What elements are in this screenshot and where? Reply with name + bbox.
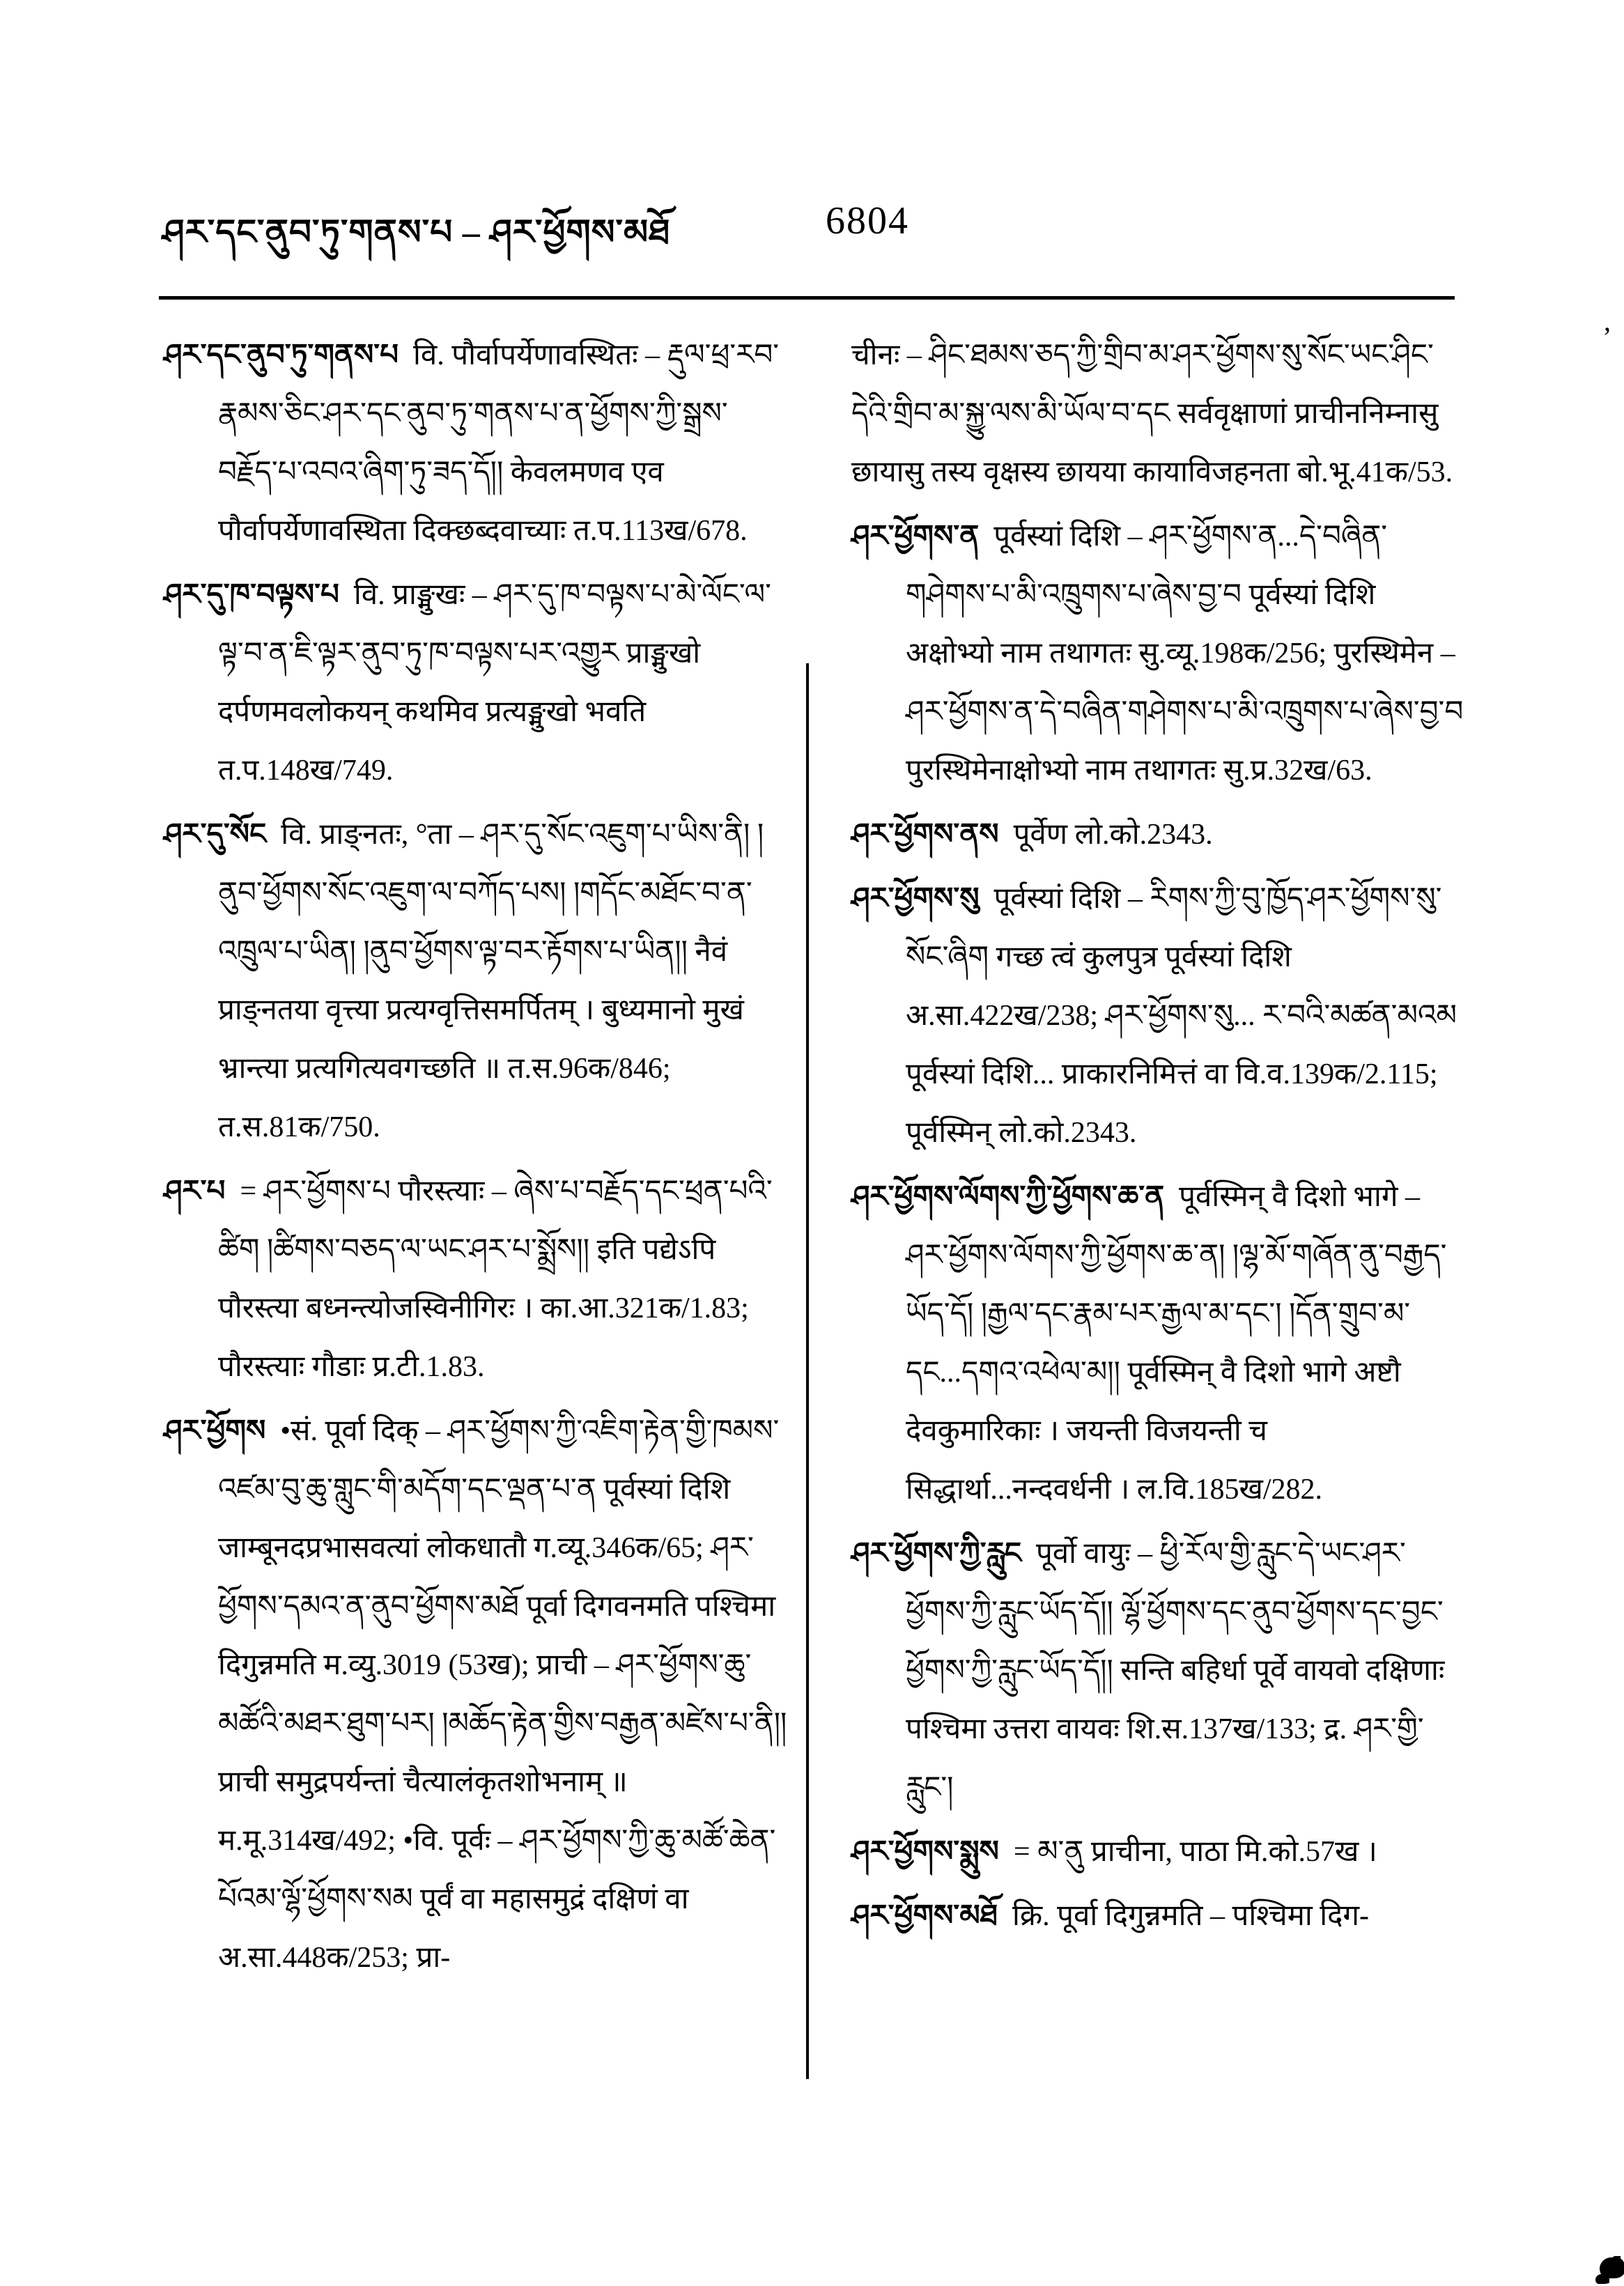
page-number: 6804 bbox=[826, 199, 909, 242]
dictionary-entry bbox=[851, 1823, 1468, 1881]
entry-headword: ཤར་ཕྱོགས་ན bbox=[851, 520, 980, 553]
entry-body: वि. प्राङ्मुखः – ཤར་དུ་ཁ་བལྟས་པ་མེ་ལོང་ལ་ལྟ་བ་ན་ཇི་ལྟར་ནུབ་ཏུ་ཁ་བལྟས་པར་འགྱུར प्राङ्मुखो दर्पणमवलोकयन् कथमिव प्रत्यङ्मुखो भवति त.प.148ख/749. bbox=[218, 579, 771, 787]
entry-body: = མ་ནུ प्राचीना, पाठा मि.को.57ख । bbox=[1013, 1836, 1377, 1868]
entry-body: पूर्वस्मिन् वै दिशो भागे – ཤར་ཕྱོགས་ལོགས་ཀྱི་ཕྱོགས་ཆ་ན། །ལྷ་མོ་གཞོན་ནུ་བརྒྱད་ཡོད་དོ། །རྒྱལ་དང་རྣམ་པར་རྒྱལ་མ་དང་། །དོན་གྲུབ་མ་དང...དགའ་འཕེལ་མ།། पूर्वस्मिन् वै दिशो भागे अष्टौ देवकुमारिकाः । जयन्ती विजयन्ती च सिद्धार्था...नन्दवर्धनी । ल.वि.185ख/282. bbox=[906, 1181, 1447, 1506]
entry-headword: ཤར་དུ་ཁ་བལྟས་པ bbox=[164, 579, 339, 611]
dictionary-entry bbox=[164, 1402, 787, 1987]
entry-body: वि. प्राङ्नतः, °ता – ཤར་དུ་སོང་འཇུག་པ་ཡིས་ནི། །ནུབ་ཕྱོགས་སོང་འཇུག་ལ་བཀོད་པས། །གདོང་མཐོང་བ་ན་འཁྲུལ་པ་ཡིན། །ནུབ་ཕྱོགས་ལྟ་བར་རྟོགས་པ་ཡིན།། नैवं प्राङ्नतया वृत्त्या प्रत्यग्वृत्तिसमर्पितम् । बुध्यमानो मुखं भ्रान्त्या प्रत्यगित्यवगच्छति ॥ त.स.96क/846; त.स.81क/750. bbox=[218, 819, 764, 1143]
stray-mark: ’ bbox=[1602, 321, 1612, 353]
entry-body: वि. पौर्वापर्येणावस्थितः – རྡུལ་ཕྲ་རབ་རྣམས་ཅིང་ཤར་དང་ནུབ་ཏུ་གནས་པ་ན་ཕྱོགས་ཀྱི་སྒྲས་བརྗོད་པ་འབའ་ཞིག་ཏུ་ཟད་དོ།། केवलमणव एव पौर्वापर्येणावस्थिता दिक्छब्दवाच्याः त.प.113ख/678. bbox=[218, 339, 780, 547]
running-head: ཤར་དང་ནུབ་ཏུ་གནས་པ – ཤར་ཕྱོགས་མཐོ bbox=[162, 213, 671, 252]
dictionary-entry bbox=[164, 566, 787, 800]
entry-headword: ཤར་ཕྱོགས་སྨུས bbox=[851, 1836, 999, 1868]
dictionary-entry bbox=[851, 870, 1468, 1162]
entry-headword: ཤར་ཕྱོགས་ལོགས་ཀྱི་ཕྱོགས་ཆ་ན bbox=[851, 1181, 1165, 1213]
entry-body: = ཤར་ཕྱོགས་པ पौरस्त्याः – ཞེས་པ་བརྗོད་དང་ཕྲན་པའི་ཚིག །ཚིགས་བཅད་ལ་ཡང་ཤར་པ་སྨྲོས།། इति पद्येऽपि पौरस्त्या बध्नन्त्योजस्विनीगिरः । का.आ.321क/1.83; पौरस्त्याः गौडाः प्र.टी.1.83. bbox=[218, 1175, 773, 1383]
left-column bbox=[164, 326, 787, 1993]
dictionary-entry bbox=[851, 507, 1468, 800]
entry-body: क्रि. पूर्वा दिगुन्नमति – पश्चिमा दिग- bbox=[1012, 1900, 1370, 1932]
entry-body: पूर्वेण लो.को.2343. bbox=[1013, 819, 1213, 851]
entry-body: पूर्वो वायुः – ཕྱི་རོལ་གྱི་རླུང་དེ་ཡང་ཤར་ཕྱོགས་ཀྱི་རླུང་ཡོད་དོ།། ལྷོ་ཕྱོགས་དང་ནུབ་ཕྱོགས་དང་བྱང་ཕྱོགས་ཀྱི་རླུང་ཡོད་དོ།། सन्ति बहिर्धा पूर्वे वायवो दक्षिणाः पश्चिमा उत्तरा वायवः शि.स.137ख/133; द्र. ཤར་གྱི་རླུང་། bbox=[906, 1538, 1445, 1804]
entry-headword: ཤར་ཕྱོགས་སུ bbox=[851, 883, 980, 915]
entry-headword: ཤར་དང་ནུབ་ཏུ་གནས་པ bbox=[164, 339, 399, 371]
entry-headword: ཤར་ཕྱོགས bbox=[164, 1415, 266, 1447]
dictionary-entry bbox=[164, 1162, 787, 1396]
dictionary-entry bbox=[851, 1524, 1468, 1817]
ink-blot-artifact bbox=[1600, 2257, 1624, 2278]
entry-body: पूर्वस्यां दिशि – ཤར་ཕྱོགས་ན...དེ་བཞིན་གཤེགས་པ་མི་འཁྲུགས་པ་ཞེས་བྱ་བ पूर्वस्यां दिशि अक्षोभ्यो नाम तथागतः सु.व्यू.198क/256; पुरस्थिमेन – ཤར་ཕྱོགས་ན་དེ་བཞིན་གཤེགས་པ་མི་འཁྲུགས་པ་ཞེས་བྱ་བ पुरस्थिमेनाक्षोभ्यो नाम तथागतः सु.प्र.32ख/63. bbox=[906, 520, 1464, 787]
entry-body: पूर्वस्यां दिशि – རིགས་ཀྱི་བུ་ཁྱོད་ཤར་ཕྱོགས་སུ་སོང་ཞིག गच्छ त्वं कुलपुत्र पूर्वस्यां दिशि अ.सा.422ख/238; ཤར་ཕྱོགས་སུ... ར་བའི་མཚན་མའམ पूर्वस्यां दिशि... प्राकारनिमित्तं वा वि.व.139क/2.115; पूर्वस्मिन् लो.को.2343. bbox=[906, 883, 1457, 1149]
dictionary-entry bbox=[164, 326, 787, 560]
right-column bbox=[851, 326, 1468, 1951]
column-divider-rule bbox=[806, 663, 809, 2079]
dictionary-entry bbox=[851, 805, 1468, 864]
entry-headword: ཤར་ཕྱོགས་ནས bbox=[851, 819, 999, 851]
header-rule bbox=[159, 296, 1455, 300]
entry-headword: ཤར་ཕྱོགས་ཀྱི་རླུང bbox=[851, 1538, 1021, 1570]
entry-body: चीनः – ཤིང་ཐམས་ཅད་ཀྱི་གྲིབ་མ་ཤར་ཕྱོགས་སུ་སོང་ཡང་ཤིང་དེའི་གྲིབ་མ་སྐྱུ་ལས་མི་ཡོལ་བ་དང सर्ववृक्षाणां प्राचीननिम्नासु छायासु तस्य वृक्षस्य छायया कायाविजहनता बो.भू.41क/53. bbox=[851, 339, 1453, 488]
entry-body: •सं. पूर्वा दिक् – ཤར་ཕྱོགས་ཀྱི་འཇིག་རྟེན་གྱི་ཁམས་འཛམ་བུ་ཆུ་གླུང་གི་མདོག་དང་ལྡན་པ་ན पूर्वस्यां दिशि जाम्बूनदप्रभासवत्यां लोकधातौ ग.व्यू.346क/65; ཤར་ཕྱོགས་དམའ་ན་ནུབ་ཕྱོགས་མཐོ पूर्वा दिगवनमति पश्चिमा दिगुन्नमति म.व्यु.3019 (53ख); प्राची – ཤར་ཕྱོགས་ཆུ་མཚོའི་མཐར་ཐུག་པར། །མཆོད་རྟེན་གྱིས་བརྒྱན་མཛེས་པ་ནི།། प्राची समुद्रपर्यन्तां चैत्यालंकृतशोभनाम् ॥ म.मू.314ख/492; •वि. पूर्वः – ཤར་ཕྱོགས་ཀྱི་ཆུ་མཚོ་ཆེན་པོའམ་ལྷོ་ཕྱོགས་སམ पूर्वं वा महासमुद्रं दक्षिणं वा अ.सा.448क/253; प्रा- bbox=[218, 1415, 787, 1974]
entry-headword: ཤར་པ bbox=[164, 1175, 226, 1207]
dictionary-entry bbox=[164, 805, 787, 1157]
dictionary-entry bbox=[851, 326, 1468, 502]
dictionary-entry bbox=[851, 1168, 1468, 1519]
entry-headword: ཤར་དུ་སོང bbox=[164, 819, 267, 851]
entry-headword: ཤར་ཕྱོགས་མཐོ bbox=[851, 1900, 998, 1932]
dictionary-entry bbox=[851, 1887, 1468, 1945]
